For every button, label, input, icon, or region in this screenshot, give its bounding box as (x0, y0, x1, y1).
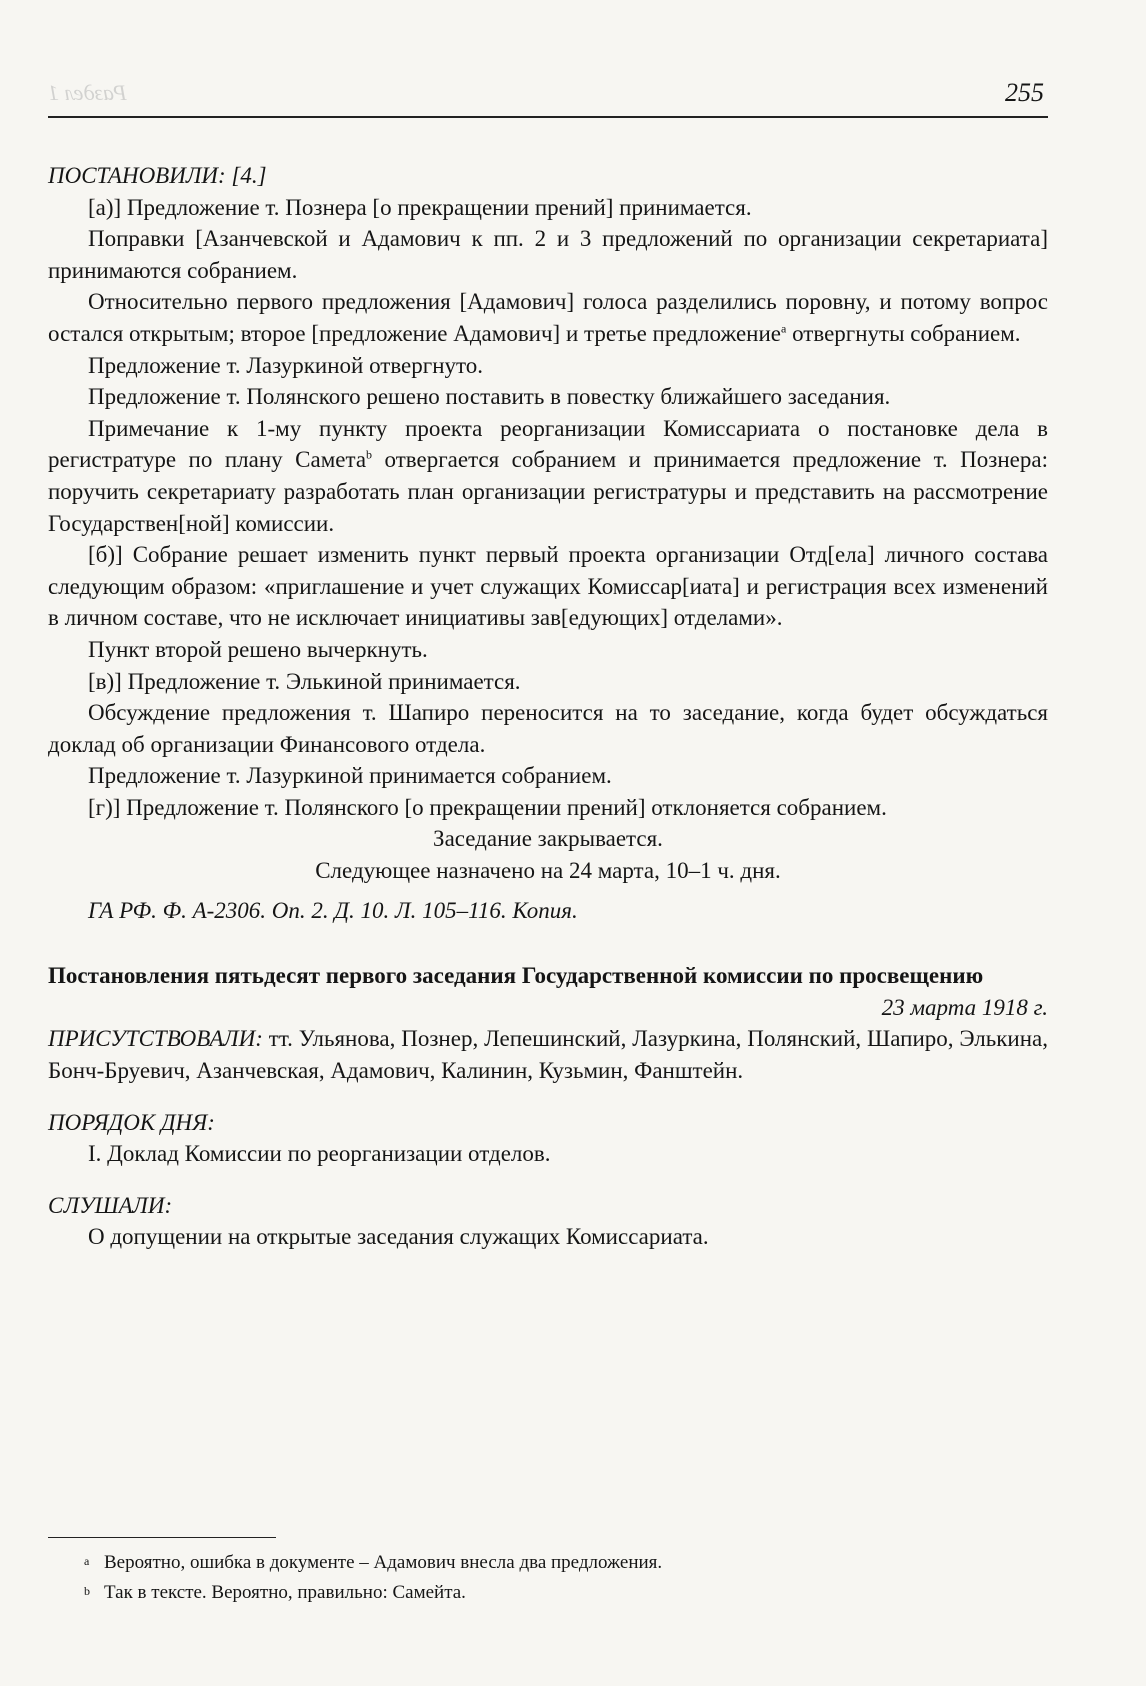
closing-line: Заседание закрывается. (433, 826, 663, 852)
paragraph: Обсуждение предложения т. Шапиро переносится на то заседание, когда будет обсуждаться доклад об организации Финансового отдела. (48, 700, 1048, 757)
paragraph: Предложение т. Лазуркиной отвергнуто. (88, 352, 483, 378)
paragraph-text: отвергнуты собранием. (786, 320, 1021, 346)
paragraph: Поправки [Азанчевской и Адамович к пп. 2 и 3 предложений по организации секретариата] принимаются собранием. (48, 226, 1048, 283)
paragraph: [а)] Предложение т. Познера [о прекращении прений] принимается. (88, 194, 752, 220)
attendees-list: тт. Ульянова, Познер, Лепешинский, Лазуркина, Полянский, Шапиро, Элькина, Бонч-Бруевич, Азанчевская, Адамович, Калинин, Кузьмин, Фанштейн. (48, 1026, 1048, 1084)
page-number: 255 (1005, 78, 1044, 107)
footnote (48, 1548, 1048, 1578)
attendees-label: ПРИСУТСТВОВАЛИ: (48, 1026, 263, 1052)
document-title: Постановления пятьдесят первого заседания Государственной комиссии по просвещению (48, 963, 984, 989)
agenda-item: I. Доклад Комиссии по реорганизации отделов. (88, 1141, 551, 1167)
paragraph-text: Относительно первого предложения [Адамович] голоса разделились поровну, и потому вопрос остался открытым; второе [предложение Адамович] и третье предложение (48, 289, 1048, 346)
footnote-divider (48, 1537, 276, 1538)
heard-item: О допущении на открытые заседания служащих Комиссариата. (88, 1224, 709, 1250)
agenda-label: ПОРЯДОК ДНЯ: (48, 1109, 215, 1135)
heard-label: СЛУШАЛИ: (48, 1192, 173, 1218)
closing-line: Следующее назначено на 24 марта, 10–1 ч. дня. (315, 858, 781, 884)
paragraph: [г)] Предложение т. Полянского [о прекращении прений] отклоняется собранием. (88, 794, 887, 820)
paragraph: Предложение т. Лазуркиной принимается собранием. (88, 763, 612, 789)
footnote (48, 1578, 1048, 1608)
paragraph-text: Примечание к 1-му пункту проекта реорганизации Комиссариата о постановке дела в регистратуре по плану Самета (48, 415, 1048, 473)
footnotes (48, 1548, 1048, 1608)
archive-source: ГА РФ. Ф. А-2306. Оп. 2. Д. 10. Л. 105–116. Копия. (88, 897, 578, 923)
page-header (48, 76, 1048, 118)
paragraph-text: отвергается собранием и принимается предложение т. Познера: поручить секретариату разработать план организации регистратуры и представить на рассмотрение Государствен[ной] комиссии. (48, 447, 1048, 536)
paragraph: [в)] Предложение т. Элькиной принимается. (88, 668, 521, 694)
paragraph: Пункт второй решено вычеркнуть. (88, 636, 428, 662)
footnote-mark: a (781, 321, 787, 336)
paragraph: Предложение т. Полянского решено поставить в повестку ближайшего заседания. (88, 384, 891, 410)
paragraph: [б)] Собрание решает изменить пункт первый проекта организации Отд[ела] личного состава следующим образом: «приглашение и учет служащих Комиссар[иата] и регистрация всех изменений в личном составе, что не исключает инициативы зав[едующих] отделами». (48, 542, 1048, 631)
footnote-mark: b (84, 1584, 90, 1598)
footnote-text: Вероятно, ошибка в документе – Адамович внесла два предложения. (104, 1552, 663, 1573)
resolution-label: ПОСТАНОВИЛИ: [4.] (48, 163, 267, 188)
paragraph (48, 413, 1048, 539)
footnote-text: Так в тексте. Вероятно, правильно: Самейта. (104, 1582, 466, 1603)
body-text (48, 160, 1048, 1253)
document-date: 23 марта 1918 г. (881, 994, 1048, 1020)
attendees (48, 1023, 1048, 1086)
footnote-mark: b (366, 447, 373, 462)
running-head: Раздел 1 (48, 80, 127, 105)
footnote-mark: a (84, 1554, 90, 1568)
paragraph (48, 286, 1048, 349)
